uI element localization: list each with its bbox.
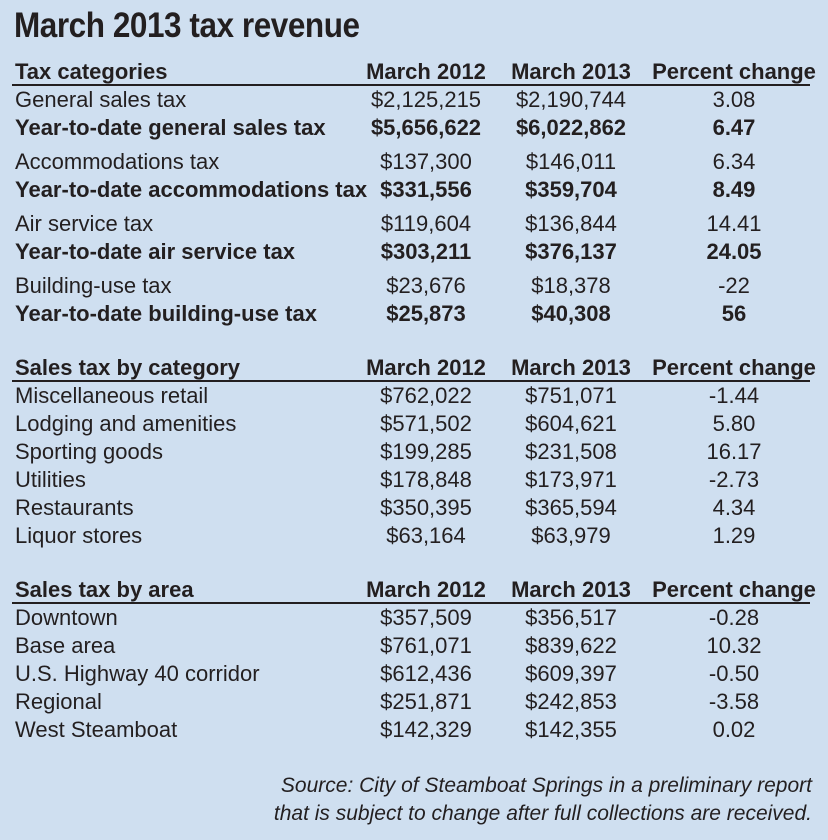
value-2012: $251,871 (380, 689, 472, 714)
value-2013: $751,071 (525, 383, 617, 408)
value-2012: $350,395 (380, 495, 472, 520)
column-header-march-2012: March 2012 (366, 577, 486, 602)
percent-change: -1.44 (708, 383, 760, 408)
value-2012: $762,022 (380, 383, 472, 408)
row-label: Accommodations tax (15, 149, 220, 174)
table-row (0, 210, 828, 238)
table-row (0, 382, 828, 410)
table-row (0, 660, 828, 688)
section-header (0, 354, 828, 382)
column-header-march-2013: March 2013 (511, 577, 631, 602)
value-2013: $18,378 (531, 273, 611, 298)
table-row (0, 604, 828, 632)
table-row (0, 238, 828, 266)
table-row (0, 716, 828, 744)
value-2012: $199,285 (380, 439, 472, 464)
value-2012: $178,848 (380, 467, 472, 492)
value-2013: $136,844 (525, 211, 617, 236)
table-row (0, 272, 828, 300)
value-2012: $357,509 (380, 605, 472, 630)
table-row (0, 688, 828, 716)
value-2013: $242,853 (525, 689, 617, 714)
source-note (274, 772, 812, 828)
percent-change: 6.47 (712, 115, 756, 140)
value-2012: $612,436 (380, 661, 472, 686)
source-line-1: Source: City of Steamboat Springs in a preliminary report (280, 774, 812, 797)
percent-change: 4.34 (712, 495, 756, 520)
column-header-percent-change: Percent change (652, 577, 816, 602)
row-label: Base area (15, 633, 116, 658)
table-row (0, 410, 828, 438)
value-2012: $25,873 (386, 301, 466, 326)
column-header-percent-change: Percent change (652, 355, 816, 380)
column-header-march-2012: March 2012 (366, 355, 486, 380)
table-row (0, 148, 828, 176)
value-2013: $376,137 (525, 239, 617, 264)
row-label: Downtown (15, 605, 118, 630)
table-row (0, 466, 828, 494)
row-label: U.S. Highway 40 corridor (15, 661, 260, 686)
row-label: Sporting goods (15, 439, 163, 464)
column-header-category: Sales tax by category (15, 355, 241, 380)
row-label: Utilities (15, 467, 86, 492)
column-header-march-2013: March 2013 (511, 355, 631, 380)
percent-change: 1.29 (712, 523, 756, 548)
table-row (0, 176, 828, 204)
value-2013: $356,517 (525, 605, 617, 630)
percent-change: -2.73 (708, 467, 760, 492)
percent-change: -0.50 (708, 661, 760, 686)
table-row (0, 114, 828, 142)
section-header (0, 576, 828, 604)
value-2013: $63,979 (531, 523, 611, 548)
column-header-category: Tax categories (15, 59, 168, 84)
value-2013: $6,022,862 (515, 115, 627, 140)
percent-change: 10.32 (706, 633, 762, 658)
row-label: Building-use tax (15, 273, 172, 298)
percent-change: 3.08 (712, 87, 756, 112)
value-2012: $303,211 (380, 239, 472, 264)
section-sales-tax-by-area (0, 576, 828, 744)
section-tax-categories (0, 58, 828, 328)
value-2012: $331,556 (380, 177, 472, 202)
value-2013: $2,190,744 (515, 87, 627, 112)
value-2013: $231,508 (525, 439, 617, 464)
row-label: Restaurants (15, 495, 134, 520)
percent-change: 6.34 (712, 149, 756, 174)
value-2012: $2,125,215 (370, 87, 482, 112)
row-label: Air service tax (15, 211, 154, 236)
value-2012: $23,676 (386, 273, 466, 298)
value-2012: $119,604 (380, 211, 472, 236)
table-row (0, 494, 828, 522)
value-2013: $146,011 (525, 149, 617, 174)
column-header-march-2013: March 2013 (511, 59, 631, 84)
value-2013: $609,397 (525, 661, 617, 686)
row-label: General sales tax (15, 87, 187, 112)
value-2013: $365,594 (525, 495, 617, 520)
value-2012: $137,300 (380, 149, 472, 174)
row-label: Miscellaneous retail (15, 383, 209, 408)
table-row (0, 300, 828, 328)
column-header-percent-change: Percent change (652, 59, 816, 84)
percent-change: 16.17 (706, 439, 762, 464)
column-header-area: Sales tax by area (15, 577, 194, 602)
value-2013: $359,704 (525, 177, 617, 202)
percent-change: 14.41 (706, 211, 762, 236)
value-2012: $63,164 (386, 523, 466, 548)
row-label: Year-to-date accommodations tax (15, 177, 368, 202)
percent-change: -3.58 (708, 689, 760, 714)
value-2013: $839,622 (525, 633, 617, 658)
value-2012: $5,656,622 (370, 115, 482, 140)
source-line-2: that is subject to change after full collections are received. (273, 802, 812, 825)
table-row (0, 632, 828, 660)
table-row (0, 438, 828, 466)
page-title: March 2013 tax revenue (14, 6, 360, 45)
percent-change: 8.49 (712, 177, 756, 202)
value-2012: $571,502 (380, 411, 472, 436)
percent-change: 24.05 (706, 239, 762, 264)
row-label: Year-to-date general sales tax (15, 115, 326, 140)
row-label: Liquor stores (15, 523, 143, 548)
value-2013: $173,971 (525, 467, 617, 492)
percent-change: -22 (718, 273, 750, 298)
row-label: Year-to-date building-use tax (15, 301, 317, 326)
table-row (0, 86, 828, 114)
table-row (0, 522, 828, 550)
row-label: Regional (15, 689, 102, 714)
value-2013: $40,308 (531, 301, 611, 326)
column-header-march-2012: March 2012 (366, 59, 486, 84)
value-2013: $604,621 (525, 411, 617, 436)
row-label: West Steamboat (15, 717, 178, 742)
row-label: Year-to-date air service tax (15, 239, 296, 264)
section-header (0, 58, 828, 86)
row-label: Lodging and amenities (15, 411, 237, 436)
value-2012: $761,071 (380, 633, 472, 658)
value-2012: $142,329 (380, 717, 472, 742)
value-2013: $142,355 (525, 717, 617, 742)
percent-change: 0.02 (712, 717, 756, 742)
section-sales-tax-by-category (0, 354, 828, 550)
percent-change: 56 (721, 301, 747, 326)
percent-change: -0.28 (708, 605, 760, 630)
percent-change: 5.80 (712, 411, 756, 436)
